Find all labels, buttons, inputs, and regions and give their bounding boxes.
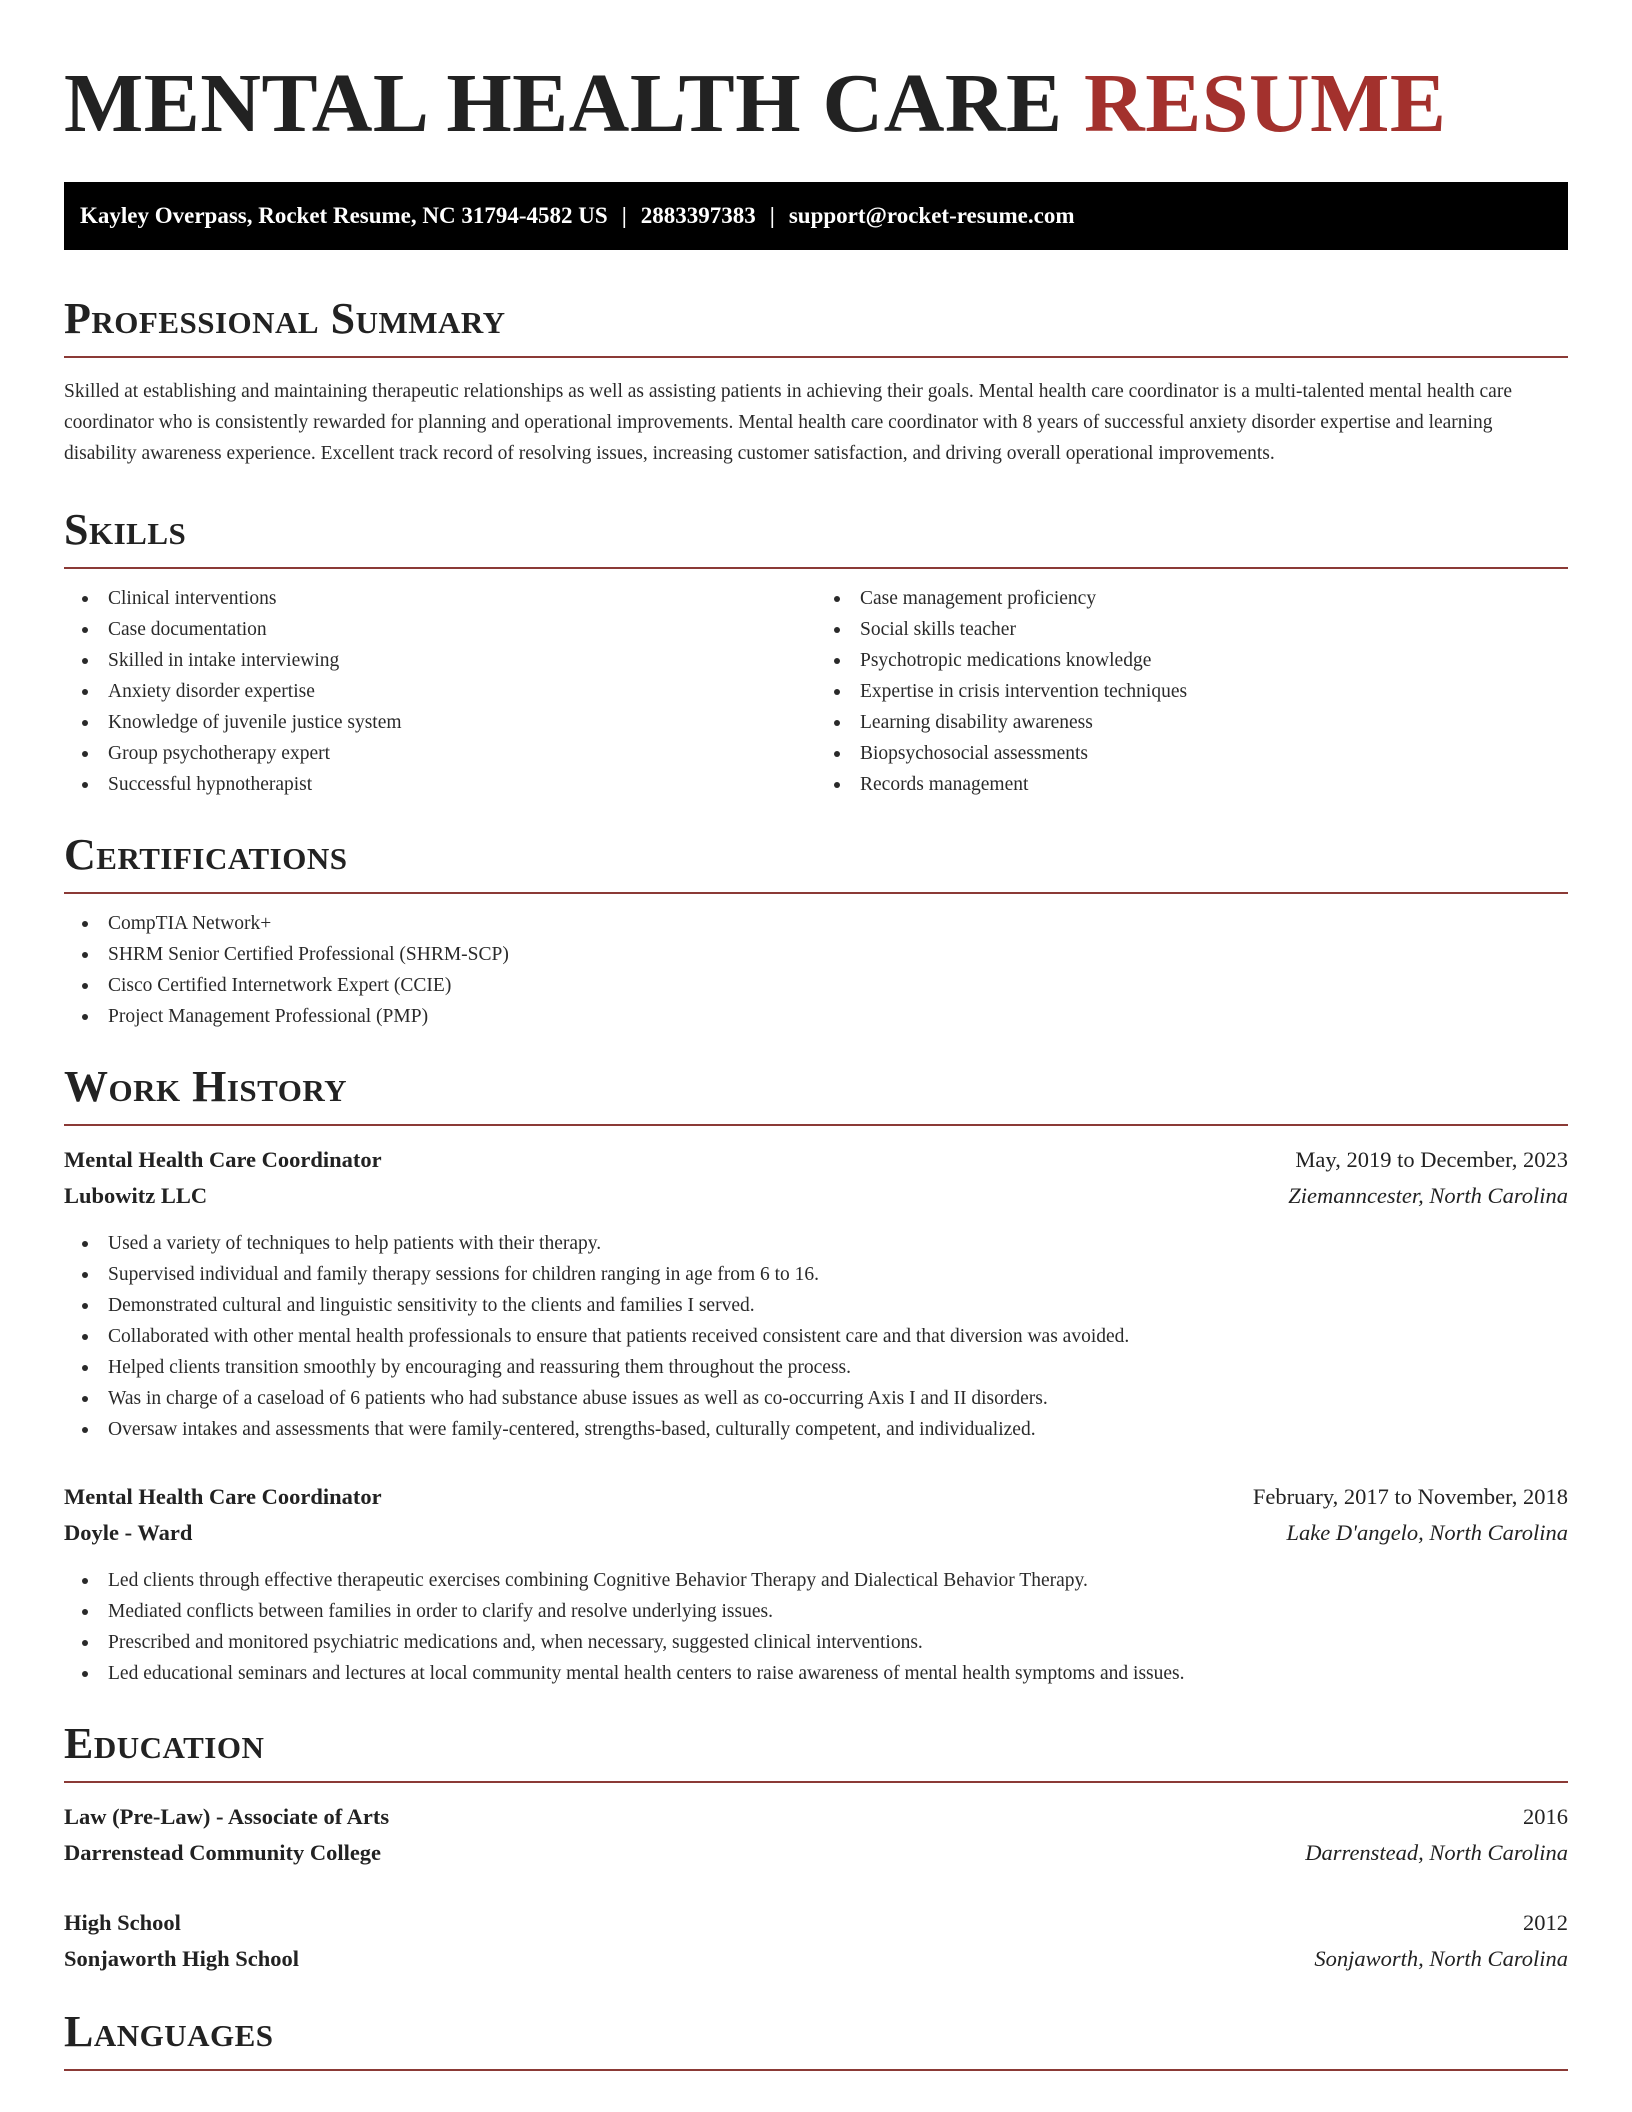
contact-separator: |	[621, 203, 627, 228]
section-heading: Languages	[64, 2007, 274, 2056]
education-degree: High School	[64, 1910, 181, 1935]
section-divider	[64, 356, 1568, 358]
section-divider	[64, 2069, 1568, 2071]
education-header-row	[64, 1799, 1568, 1835]
education-year: 2012	[1523, 1910, 1568, 1935]
skill-item: Successful hypnotherapist	[64, 769, 816, 800]
skill-item: Case management proficiency	[816, 583, 1568, 614]
job-company-row	[64, 1178, 1568, 1214]
job-duty-item: Demonstrated cultural and linguistic sensitivity to the clients and families I served.	[64, 1290, 1568, 1321]
section-divider	[64, 1124, 1568, 1126]
job-duty-item: Mediated conflicts between families in order to clarify and resolve underlying issues.	[64, 1596, 1568, 1627]
languages-section	[64, 2007, 1568, 2071]
certification-item: Project Management Professional (PMP)	[64, 1001, 1568, 1032]
job-company: Lubowitz LLC	[64, 1183, 208, 1208]
job-dates: February, 2017 to November, 2018	[1252, 1484, 1568, 1509]
contact-bar	[64, 182, 1568, 250]
skill-item: Clinical interventions	[64, 583, 816, 614]
job-company-row	[64, 1515, 1568, 1551]
skill-item: Skilled in intake interviewing	[64, 645, 816, 676]
summary-section	[64, 294, 1568, 469]
title-accent: RESUME	[1084, 57, 1447, 150]
section-divider	[64, 892, 1568, 894]
job-duty-item: Collaborated with other mental health professionals to ensure that patients received consistent care and that diversion was avoided.	[64, 1321, 1568, 1352]
section-heading: Work History	[64, 1062, 348, 1111]
education-entry	[64, 1799, 1568, 1871]
job-duty-item: Used a variety of techniques to help patients with their therapy.	[64, 1228, 1568, 1259]
education-location: Sonjaworth, North Carolina	[1314, 1946, 1568, 1971]
contact-email: support@rocket-resume.com	[788, 203, 1075, 228]
job-duty-item: Oversaw intakes and assessments that were family-centered, strengths-based, culturally competent, and individualized.	[64, 1414, 1568, 1445]
job-title: Mental Health Care Coordinator	[64, 1147, 382, 1172]
job-dates: May, 2019 to December, 2023	[1295, 1147, 1568, 1172]
skills-list-left	[64, 583, 816, 800]
job-location: Lake D'angelo, North Carolina	[1286, 1520, 1568, 1545]
certifications-section	[64, 830, 1568, 1032]
job-duties-list	[64, 1228, 1568, 1445]
education-school: Darrenstead Community College	[64, 1840, 382, 1865]
skill-item: Social skills teacher	[816, 614, 1568, 645]
contact-separator: |	[769, 203, 775, 228]
education-school-row	[64, 1941, 1568, 1977]
job-duty-item: Was in charge of a caseload of 6 patients who had substance abuse issues as well as co-occurring Axis I and II disorders.	[64, 1383, 1568, 1414]
summary-text: Skilled at establishing and maintaining therapeutic relationships as well as assisting patients in achieving their goals. Mental health care coordinator is a multi-talented mental health care coordinator who is consistently rewarded for planning and operational improvements. Mental health care coordinator with 8 years of successful anxiety disorder expertise and learning disability awareness experience. Excellent track record of resolving issues, increasing customer satisfaction, and driving overall operational improvements.	[64, 381, 1512, 464]
contact-address: Kayley Overpass, Rocket Resume, NC 31794-4582 US	[80, 203, 608, 228]
skill-item: Records management	[816, 769, 1568, 800]
certification-item: Cisco Certified Internetwork Expert (CCIE)	[64, 970, 1568, 1001]
section-heading: Education	[64, 1719, 265, 1768]
job-entry	[64, 1142, 1568, 1445]
section-heading: Skills	[64, 505, 187, 554]
job-title: Mental Health Care Coordinator	[64, 1484, 382, 1509]
skills-section	[64, 505, 1568, 800]
job-header-row	[64, 1479, 1568, 1515]
job-header-row	[64, 1142, 1568, 1178]
job-duty-item: Prescribed and monitored psychiatric medications and, when necessary, suggested clinical interventions.	[64, 1627, 1568, 1658]
job-duty-item: Helped clients transition smoothly by encouraging and reassuring them throughout the process.	[64, 1352, 1568, 1383]
skill-item: Learning disability awareness	[816, 707, 1568, 738]
job-duty-item: Supervised individual and family therapy sessions for children ranging in age from 6 to 16.	[64, 1259, 1568, 1290]
work-history-section	[64, 1062, 1568, 1689]
contact-phone: 2883397383	[640, 203, 756, 228]
job-location: Ziemanncester, North Carolina	[1288, 1183, 1568, 1208]
section-heading: Professional Summary	[64, 294, 506, 343]
skills-columns	[64, 569, 1568, 800]
skill-item: Anxiety disorder expertise	[64, 676, 816, 707]
skill-item: Biopsychosocial assessments	[816, 738, 1568, 769]
job-company: Doyle - Ward	[64, 1520, 193, 1545]
title-main: MENTAL HEALTH CARE	[64, 57, 1063, 150]
education-section	[64, 1719, 1568, 1977]
education-degree: Law (Pre-Law) - Associate of Arts	[64, 1804, 390, 1829]
skill-item: Group psychotherapy expert	[64, 738, 816, 769]
job-duty-item: Led clients through effective therapeutic exercises combining Cognitive Behavior Therapy and Dialectical Behavior Therapy.	[64, 1565, 1568, 1596]
certification-item: SHRM Senior Certified Professional (SHRM-SCP)	[64, 939, 1568, 970]
resume-title	[64, 0, 1568, 150]
education-entry	[64, 1905, 1568, 1977]
education-school-row	[64, 1835, 1568, 1871]
job-duties-list	[64, 1565, 1568, 1689]
certifications-list	[64, 908, 1568, 1032]
skill-item: Expertise in crisis intervention techniques	[816, 676, 1568, 707]
education-header-row	[64, 1905, 1568, 1941]
education-location: Darrenstead, North Carolina	[1305, 1840, 1568, 1865]
job-entry	[64, 1479, 1568, 1689]
skill-item: Knowledge of juvenile justice system	[64, 707, 816, 738]
skill-item: Case documentation	[64, 614, 816, 645]
section-heading: Certifications	[64, 830, 348, 879]
education-year: 2016	[1523, 1804, 1568, 1829]
skills-list-right	[816, 583, 1568, 800]
education-school: Sonjaworth High School	[64, 1946, 300, 1971]
skill-item: Psychotropic medications knowledge	[816, 645, 1568, 676]
certification-item: CompTIA Network+	[64, 908, 1568, 939]
section-divider	[64, 1781, 1568, 1783]
job-duty-item: Led educational seminars and lectures at local community mental health centers to raise awareness of mental health symptoms and issues.	[64, 1658, 1568, 1689]
